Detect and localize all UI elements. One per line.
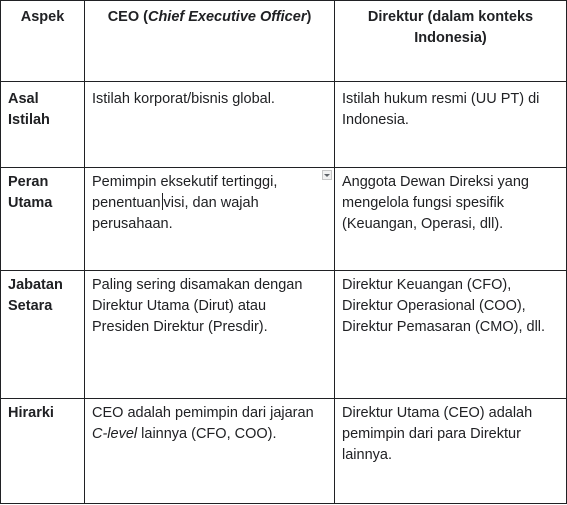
ceo-text-after-cursor: visi, dan wajah perusahaan. xyxy=(92,195,259,232)
cell-dropdown-icon[interactable] xyxy=(322,170,332,180)
header-direktur[interactable] xyxy=(335,1,567,82)
header-ceo[interactable] xyxy=(85,1,335,82)
direktur-text: Direktur Utama (CEO) adalah pemimpin dari para Direktur lainnya. xyxy=(342,405,533,463)
direktur-text: Anggota Dewan Direksi yang mengelola fungsi spesifik (Keuangan, Operasi, dll). xyxy=(342,174,529,232)
row-aspect-label: Peran Utama xyxy=(8,174,53,211)
direktur-cell[interactable] xyxy=(335,82,567,168)
header-aspek[interactable] xyxy=(1,1,85,82)
row-aspect-label: Asal Istilah xyxy=(8,91,50,128)
ceo-text-prefix: CEO adalah pemimpin dari jajaran xyxy=(92,405,314,421)
ceo-text-italic: C-level xyxy=(92,426,138,442)
header-ceo-suffix: ) xyxy=(306,9,312,25)
header-direktur-label: Direktur (dalam konteks Indonesia) xyxy=(367,9,534,46)
row-aspect-cell[interactable] xyxy=(1,82,85,168)
header-row xyxy=(1,1,567,82)
header-ceo-italic: Chief Executive Officer xyxy=(147,9,307,25)
ceo-cell[interactable] xyxy=(85,271,335,399)
text-cursor xyxy=(162,193,163,210)
table-row xyxy=(1,271,567,399)
direktur-cell[interactable] xyxy=(335,168,567,271)
ceo-cell-active[interactable] xyxy=(85,168,335,271)
ceo-text-before-cursor: Pemimpin eksekutif tertinggi, penentuan xyxy=(92,174,278,211)
direktur-cell[interactable] xyxy=(335,399,567,504)
direktur-text: Direktur Keuangan (CFO), Direktur Operasional (COO), Direktur Pemasaran (CMO), dll. xyxy=(342,277,546,335)
row-aspect-cell[interactable] xyxy=(1,168,85,271)
table-row xyxy=(1,168,567,271)
ceo-cell[interactable] xyxy=(85,82,335,168)
header-ceo-prefix: CEO ( xyxy=(107,9,148,25)
table-row xyxy=(1,399,567,504)
row-aspect-cell[interactable] xyxy=(1,399,85,504)
ceo-cell[interactable] xyxy=(85,399,335,504)
header-aspek-label: Aspek xyxy=(20,9,65,25)
ceo-text: Istilah korporat/bisnis global. xyxy=(92,91,275,107)
row-aspect-label: Jabatan Setara xyxy=(8,277,63,314)
row-aspect-label: Hirarki xyxy=(8,405,54,421)
table-row xyxy=(1,82,567,168)
direktur-text: Istilah hukum resmi (UU PT) di Indonesia. xyxy=(342,91,540,128)
ceo-text: Paling sering disamakan dengan Direktur Utama (Dirut) atau Presiden Direktur (Presdir). xyxy=(92,277,303,335)
ceo-text-suffix: lainnya (CFO, COO). xyxy=(137,426,277,442)
row-aspect-cell[interactable] xyxy=(1,271,85,399)
direktur-cell[interactable] xyxy=(335,271,567,399)
